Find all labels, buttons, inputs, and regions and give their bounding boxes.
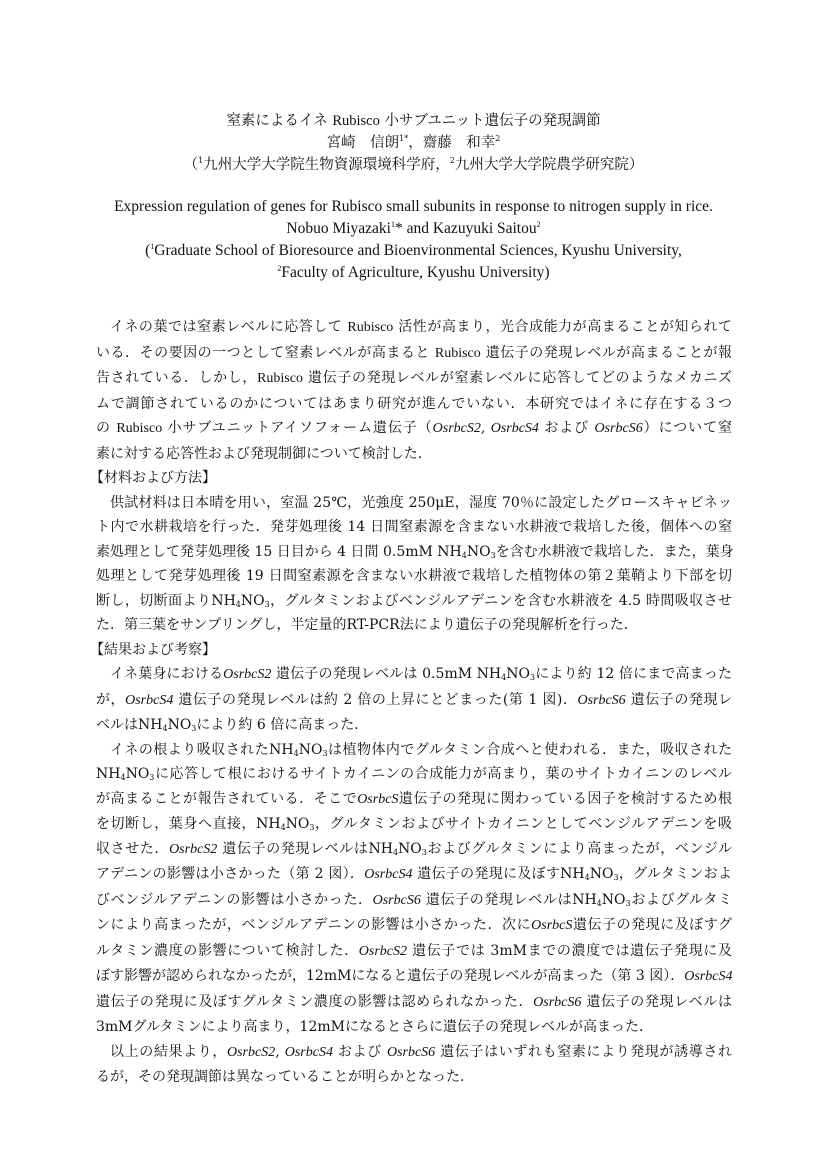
intro-paragraph: イネの葉では窒素レベルに応答して Rubisco 活性が高まり，光合成能力が高まることが知られて いる．その要因の一つとして窒素レベルが高まると Rubisco 遺伝子の発現レベルが高まることが報 告されている．しかし，Rubisco 遺伝子の発現レベルが窒素レベルに応答してどのようなメカニズ ムで調節されているのかについてはあまり研究が進んでいない．本研究ではイネに存在する３つ の Rubisco 小サブユニットアイソフォーム遺伝子（OsrbcS2, OsrbcS4 および OsrbcS6）について窒 素に対する応答性および発現制御について検討した． [96, 319, 733, 462]
en-affiliation-line2: $^2$Faculty of Agriculture, Kyushu University) [277, 264, 550, 281]
results-heading: 【結果および考察】 [90, 641, 216, 658]
paper-header [0, 110, 827, 284]
paper-body [90, 315, 734, 1090]
jp-title: 窒素によるイネ Rubisco 小サブユニット遺伝子の発現調節 [226, 113, 601, 129]
conclusion-paragraph: 以上の結果より，OsrbcS2, OsrbcS4 および OsrbcS6 遺伝子はいずれも窒素により発現が誘導され るが，その発現調節は異なっていることが明らかとなった． [96, 1043, 733, 1085]
methods-heading: 【材料および方法】 [90, 470, 216, 486]
jp-affiliations: （$^1$九州大学大学院生物資源環境科学府，$^2$九州大学大学院農学研究院） [183, 156, 644, 173]
en-title: Expression regulation of genes for Rubisco small subunits in response to nitrogen supply in rice. [114, 198, 713, 215]
en-affiliation-line1: ($^1$Graduate School of Bioresource and Bioenvironmental Sciences, Kyushu University, [145, 242, 682, 259]
en-authors: Nobuo Miyazaki$^1$* and Kazuyuki Saitou$^2$ [286, 220, 541, 237]
results-paragraph-2: イネの根より吸収された$NH_4NO_3$は植物体内でグルタミン合成へと使われる．また，吸収された $NH_4NO_3$に応答して根におけるサイトカイニンの合成能力が高まり，葉のサイトカイニンのレベル が高まることが報告されている．そこでOsrbcS遺伝子の発現に関わっている因子を検討するため根 を切断し，葉身へ直接，$NH_4NO_3$，グルタミンおよびサイトカイニンとしてベンジルアデニンを吸 収させた．OsrbcS2 遺伝子の発現レベルは$NH_4NO_3$およびグルタミンにより高まったが，ベンジル アデニンの影響は小さかった（第 2 図）．OsrbcS4 遺伝子の発現に及ぼす$NH_4NO_3$，グルタミンおよ びベンジルアデニンの影響は小さかった．OsrbcS6 遺伝子の発現レベルは$NH_4NO_3$およびグルタミ ンにより高まったが，ベンジルアデニンの影響は小さかった．次にOsrbcS遺伝子の発現に及ぼすグ ルタミン濃度の影響について検討した．OsrbcS2 遺伝子では 3mMまでの濃度では遺伝子発現に及 ぼす影響が認められなかったが，12mMになると遺伝子の発現レベルが高まった（第 3 図）．OsrbcS4 遺伝子の発現に及ぼすグルタミン濃度の影響は認められなかった．OsrbcS6 遺伝子の発現レベルは 3mMグルタミンにより高まり，12mMになるとさらに遺伝子の発現レベルが高まった． [96, 741, 733, 1035]
results-paragraph-1: イネ葉身におけるOsrbcS2 遺伝子の発現レベルは 0.5mM $NH_4NO_3$により約 12 倍にまで高まった が，OsrbcS4 遺伝子の発現レベルは約 2 倍の上昇にとどまった(第 1 図)．OsrbcS6 遺伝子の発現レ ベルは$NH_4NO_3$により約 6 倍に高まった． [96, 666, 733, 733]
jp-authors: 宮崎 信朗$^{1*}$，齋藤 和幸$^2$ [326, 134, 501, 151]
methods-paragraph: 供試材料は日本晴を用い，室温 25℃，光強度 250μE，湿度 70％に設定したグロースキャビネッ ト内で水耕栽培を行った．発芽処理後 14 日間窒素源を含まない水耕液で栽培した後，個体への窒 素処理として発芽処理後 15 日目から 4 日間 0.5mM $NH_4NO_3$を含む水耕液で栽培した．また，葉身 処理として発芽処理後 19 日間窒素源を含まない水耕液で栽培した植物体の第２葉鞘より下部を切 断し，切断面より$NH_4NO_3$，グルタミンおよびベンジルアデニンを含む水耕液を 4.5 時間吸収させ た．第三葉をサンプリングし，半定量的RT-PCR法により遺伝子の発現解析を行った． [96, 494, 734, 633]
